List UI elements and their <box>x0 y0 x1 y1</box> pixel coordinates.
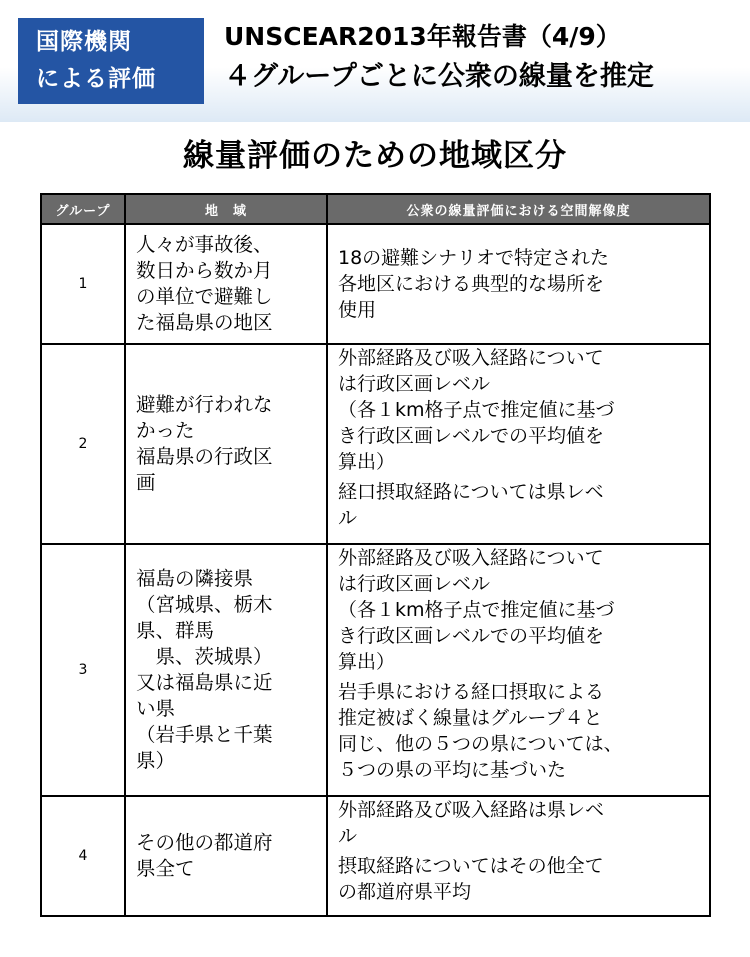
table-row <box>41 544 710 796</box>
group-number: 3 <box>41 544 125 796</box>
resolution-cell <box>327 544 710 796</box>
area-description: 福島の隣接県 （宮城県、栃木 県、群馬 県、茨城県） 又は福島県に近 い県 （岩手県と千葉 県） <box>125 544 327 796</box>
table-row <box>41 344 710 544</box>
column-header-resolution: 公衆の線量評価における空間解像度 <box>327 194 710 224</box>
area-description: 人々が事故後、 数日から数か月 の単位で避難し た福島県の地区 <box>125 224 327 344</box>
group-number: 1 <box>41 224 125 344</box>
category-badge <box>18 18 204 104</box>
area-description: 避難が行われな かった 福島県の行政区 画 <box>125 344 327 544</box>
report-title: UNSCEAR2013年報告書（4/9） <box>224 22 621 51</box>
resolution-cell <box>327 796 710 916</box>
resolution-text: 摂取経路についてはその他全て の都道府県平均 <box>338 855 604 903</box>
region-table <box>40 193 711 917</box>
table-row <box>41 796 710 916</box>
column-header-group: グループ <box>41 194 125 224</box>
column-header-area: 地 域 <box>125 194 327 224</box>
resolution-cell <box>327 224 710 344</box>
table-header-row <box>41 194 710 224</box>
area-description: その他の都道府 県全て <box>125 796 327 916</box>
resolution-text: 外部経路及び吸入経路は県レベ ル <box>338 799 605 847</box>
header-banner <box>0 0 750 122</box>
resolution-cell <box>327 344 710 544</box>
badge-line-1: 国際機関 <box>36 29 132 55</box>
group-number: 4 <box>41 796 125 916</box>
group-number: 2 <box>41 344 125 544</box>
resolution-text: 外部経路及び吸入経路について は行政区画レベル （各１km格子点で推定値に基づ き行政区画レベルでの平均値を 算出） <box>338 547 615 673</box>
report-subtitle: ４グループごとに公衆の線量を推定 <box>224 61 654 92</box>
resolution-text: 外部経路及び吸入経路について は行政区画レベル （各１km格子点で推定値に基づ き行政区画レベルでの平均値を 算出） <box>338 347 615 473</box>
resolution-text: 岩手県における経口摂取による 推定被ばく線量はグループ４と 同じ、他の５つの県については、 ５つの県の平均に基づいた <box>338 681 623 781</box>
badge-line-2: による評価 <box>36 66 156 92</box>
resolution-text: 経口摂取経路については県レベ ル <box>338 481 604 529</box>
resolution-text: 18の避難シナリオで特定された 各地区における典型的な場所を 使用 <box>338 247 609 321</box>
page-heading: 線量評価のための地域区分 <box>183 138 567 174</box>
table-row <box>41 224 710 344</box>
